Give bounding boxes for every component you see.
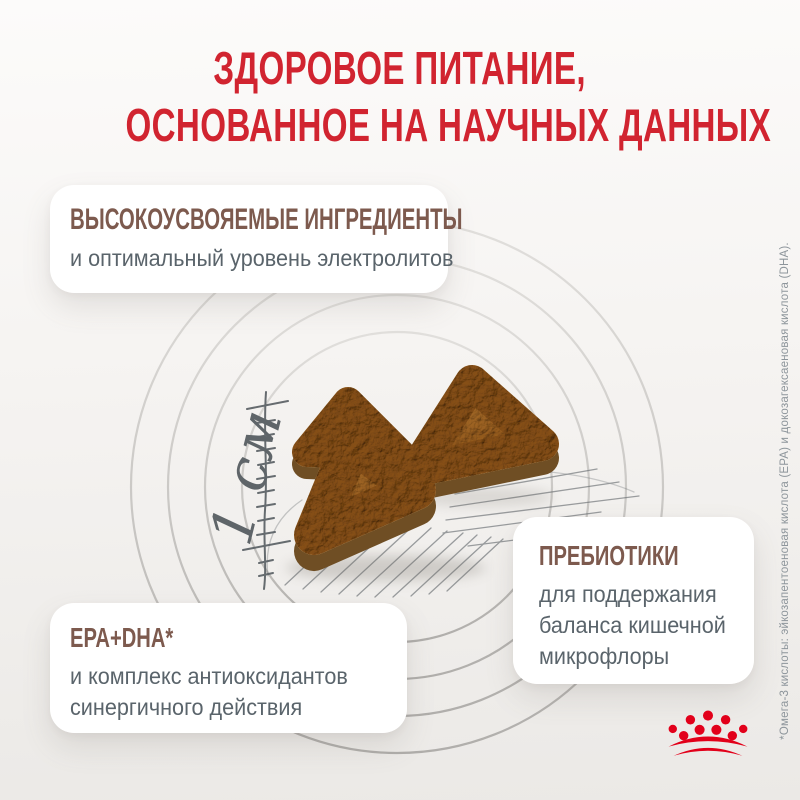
ingredients-card bbox=[50, 185, 463, 293]
prebiotics-body-line2: баланса кишечной bbox=[539, 612, 726, 638]
omega3-footnote: *Омега-3 кислоты: эйкозапентоеновая кислота (EPA) и докозагексаеновая кислота (DHA). bbox=[779, 242, 791, 740]
scale-label: 1 см bbox=[196, 403, 296, 552]
kibble-right bbox=[416, 382, 542, 470]
epa-dha-heading: EPA+DHA* bbox=[70, 622, 174, 653]
prebiotics-body-line3: микрофлоры bbox=[539, 643, 670, 669]
page-title-line1: ЗДОРОВОЕ ПИТАНИЕ, bbox=[213, 42, 587, 94]
ingredients-heading: ВЫСОКОУСВОЯЕМЫЕ ИНГРЕДИЕНТЫ bbox=[70, 203, 463, 236]
epa-dha-card bbox=[50, 603, 407, 733]
epa-dha-body-line2: синергичного действия bbox=[70, 694, 303, 720]
epa-dha-body bbox=[70, 661, 387, 723]
page-title-line2: ОСНОВАННОЕ НА НАУЧНЫХ ДАННЫХ bbox=[125, 99, 772, 151]
prebiotics-body bbox=[539, 579, 741, 672]
page-title bbox=[0, 40, 800, 154]
ingredients-body: и оптимальный уровень электролитов bbox=[70, 245, 454, 271]
epa-dha-body-line1: и комплекс антиоксидантов bbox=[70, 663, 348, 689]
royal-canin-crown-icon bbox=[666, 708, 750, 760]
prebiotics-card bbox=[513, 517, 754, 684]
prebiotics-body-line1: для поддержания bbox=[539, 581, 717, 607]
prebiotics-heading: ПРЕБИОТИКИ bbox=[539, 540, 679, 571]
